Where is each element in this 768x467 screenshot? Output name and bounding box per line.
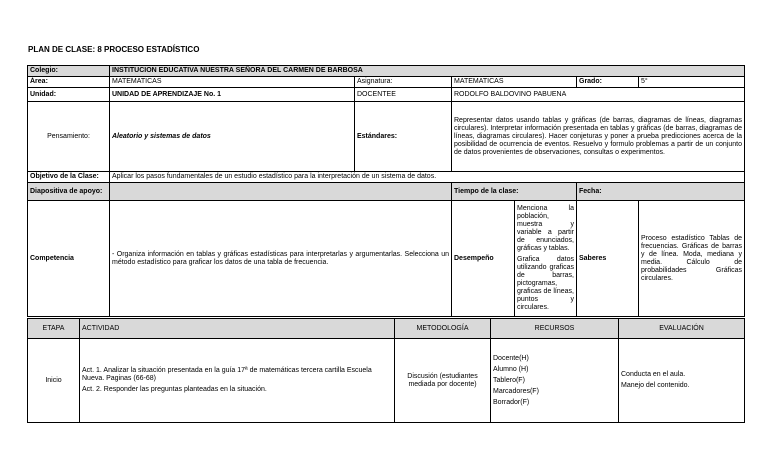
- asignatura-value: MATEMATICAS: [452, 77, 577, 88]
- actividad-cell: [80, 339, 395, 423]
- actividad-item: Act. 2. Responder las preguntas planteadas en la situación.: [82, 386, 267, 393]
- desempeno-label: Desempeño: [452, 201, 515, 317]
- colegio-label: Colegio:: [28, 66, 110, 77]
- evaluacion-cell: [619, 339, 745, 423]
- competencia-label: Competencia: [28, 201, 110, 317]
- header-actividad: ACTIVIDAD: [80, 319, 395, 339]
- estandares-label: Estándares:: [355, 102, 452, 172]
- activity-table: [27, 318, 745, 423]
- header-etapa: ETAPA: [28, 319, 80, 339]
- actividad-item: Act. 1. Analizar la situación presentada en la guía 17ª de matemáticas tercera cartilla Escuela Nueva. Paginas (66-68): [82, 367, 372, 382]
- recurso-item: Marcadores(F): [493, 387, 539, 395]
- docente-label: DOCENTEE: [355, 88, 452, 102]
- recursos-cell: [491, 339, 619, 423]
- saberes-value: Proceso estadístico Tablas de frecuencias. Gráficas de barras y de línea. Moda, mediana y media. Cálculo de probabilidades Gráficas circulares.: [639, 201, 745, 317]
- recurso-item: Tablero(F): [493, 376, 525, 384]
- pensamiento-label: Pensamiento:: [28, 102, 110, 172]
- estandares-value: Representar datos usando tablas y gráficas (de barras, diagramas de líneas, diagramas circulares). Interpretar información presentada en tablas y gráficas (de barras, diagramas de líneas, diagramas circulares). Hacer conjeturas y poner a prueba predicciones acerca de la posibilidad de ocurrencia de eventos. Resuelvo y formulo problemas a partir de un conjunto de datos provenientes de observaciones, consultas o experimentos.: [452, 102, 745, 172]
- area-label: Área:: [28, 77, 110, 88]
- recurso-item: Borrador(F): [493, 398, 530, 406]
- desempeno-item: Menciona la población, muestra y variable a partir de enunciados, gráficas y tablas.: [517, 205, 574, 252]
- unidad-label: Unidad:: [28, 88, 110, 102]
- header-evaluacion: EVALUACIÓN: [619, 319, 745, 339]
- plan-info-table: [27, 65, 745, 317]
- grado-label: Grado:: [577, 77, 639, 88]
- objetivo-value: Aplicar los pasos fundamentales de un estudio estadístico para la interpretación de un sistema de datos.: [110, 172, 745, 183]
- etapa-cell: Inicio: [28, 339, 80, 423]
- unidad-value: UNIDAD DE APRENDIZAJE No. 1: [110, 88, 355, 102]
- diapositiva-value: [110, 183, 452, 201]
- header-recursos: RECURSOS: [491, 319, 619, 339]
- saberes-label: Saberes: [577, 201, 639, 317]
- recurso-item: Docente(H): [493, 354, 529, 362]
- pensamiento-value: Aleatorio y sistemas de datos: [110, 102, 355, 172]
- tiempo-label: Tiempo de la clase:: [452, 183, 577, 201]
- header-metodologia: METODOLOGÍA: [395, 319, 491, 339]
- asignatura-label: Asignatura:: [355, 77, 452, 88]
- metodologia-cell: Discusión (estudiantes mediada por docente): [395, 339, 491, 423]
- competencia-value: - Organiza información en tablas y gráficas estadísticas para interpretarlas y argumentarlas. Selecciona un método estadístico para graficar los datos de una tabla de frecuencia.: [110, 201, 452, 317]
- area-value: MATEMATICAS: [110, 77, 355, 88]
- recurso-item: Alumno (H): [493, 365, 529, 373]
- grado-value: 5°: [639, 77, 745, 88]
- colegio-value: INSTITUCION EDUCATIVA NUESTRA SEÑORA DEL CARMEN DE BARBOSA: [110, 66, 745, 77]
- objetivo-label: Objetivo de la Clase:: [28, 172, 110, 183]
- evaluacion-item: Manejo del contenido.: [621, 382, 690, 389]
- fecha-label: Fecha:: [577, 183, 745, 201]
- docente-value: RODOLFO BALDOVINO PABUENA: [452, 88, 745, 102]
- diapositiva-label: Diapositiva de apoyo:: [28, 183, 110, 201]
- desempeno-value: [515, 201, 577, 317]
- evaluacion-item: Conducta en el aula.: [621, 371, 686, 378]
- document-title: PLAN DE CLASE: 8 PROCESO ESTADÍSTICO: [28, 45, 200, 54]
- desempeno-item: Grafica datos utilizando graficas de barras, pictogramas, graficas de líneas, puntos y circulares.: [517, 256, 574, 311]
